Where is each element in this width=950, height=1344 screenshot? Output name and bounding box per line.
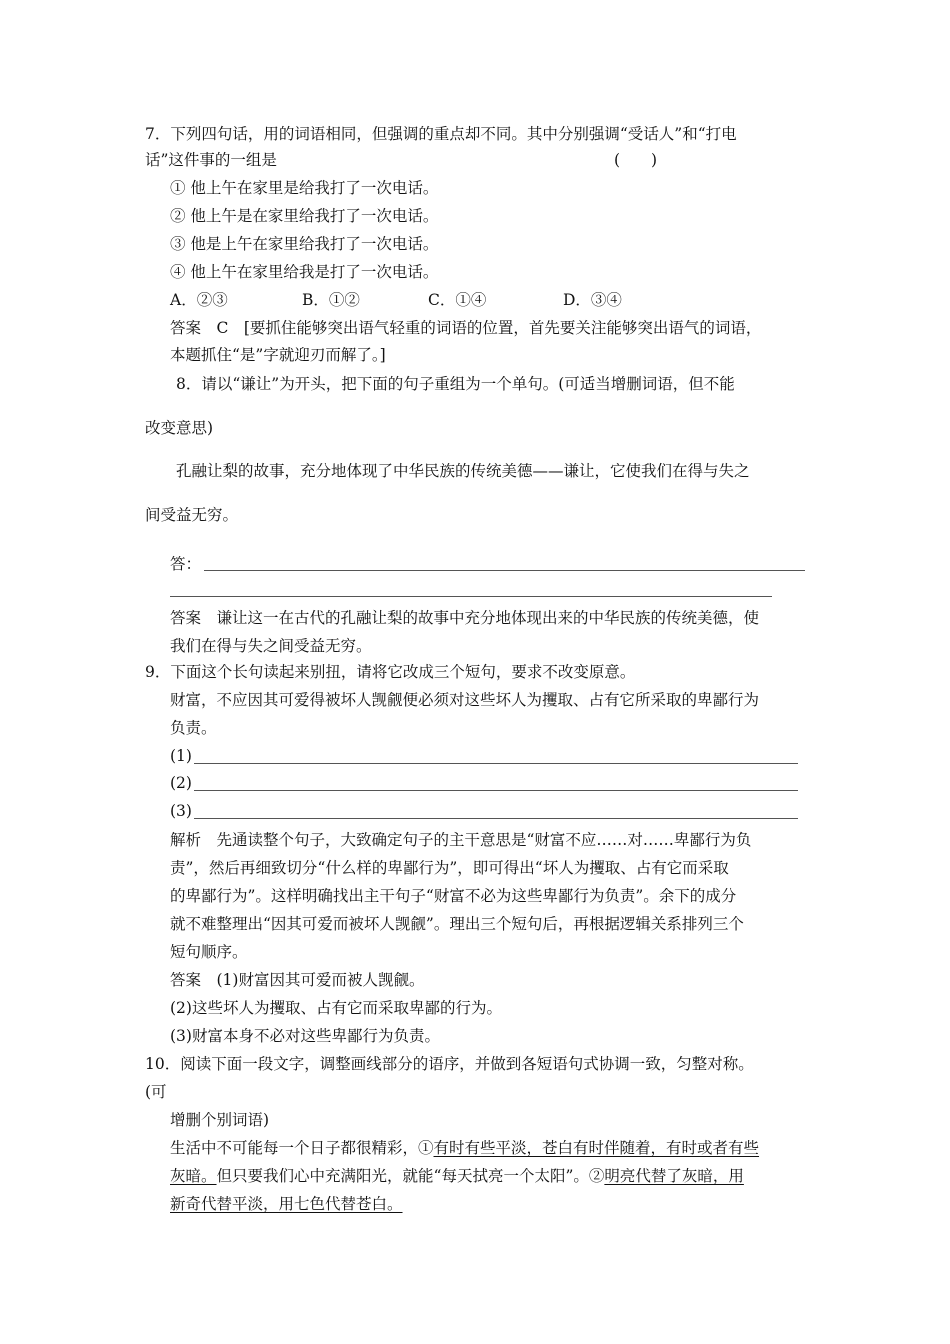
q9-blank-2-line bbox=[194, 790, 798, 791]
q10-passage-text: 但只要我们心中充满阳光，就能“每天拭亮一个太阳”。② bbox=[216, 1167, 605, 1185]
q8-answer-line2: 我们在得与失之间受益无穷。 bbox=[170, 637, 372, 655]
q7-choice-b: B．①② bbox=[302, 291, 360, 309]
q10-stem-line2: (可 bbox=[145, 1083, 167, 1101]
q7-choice-c: C．①④ bbox=[428, 291, 487, 309]
q10-underlined-part-2: 明亮代替了灰暗，用 bbox=[604, 1167, 744, 1185]
q9-answer-line2: (2)这些坏人为攫取、占有它而采取卑鄙的行为。 bbox=[170, 999, 502, 1017]
q7-option-1: ① 他上午在家里是给我打了一次电话。 bbox=[170, 179, 439, 197]
q8-answer-label: 答： bbox=[170, 555, 202, 573]
q10-underlined-part-1: 有时有些平淡，苍白有时伴随着，有时或者有些 bbox=[433, 1139, 760, 1157]
q10-passage-line1 bbox=[170, 1137, 759, 1159]
q10-passage-line3 bbox=[170, 1193, 403, 1215]
q9-blank-1-label: (1) bbox=[170, 747, 192, 765]
q10-passage-line2 bbox=[170, 1165, 744, 1187]
q9-blank-3-label: (3) bbox=[170, 802, 192, 820]
q9-analysis-line1: 解析 先通读整个句子，大致确定句子的主干意思是“财富不应……对……卑鄙行为负 bbox=[170, 831, 752, 849]
q7-option-3: ③ 他是上午在家里给我打了一次电话。 bbox=[170, 235, 439, 253]
q9-blank-2-label: (2) bbox=[170, 774, 192, 792]
q9-sentence-line2: 负责。 bbox=[170, 719, 217, 737]
q7-option-4: ④ 他上午在家里给我是打了一次电话。 bbox=[170, 263, 439, 281]
q7-stem-line1: 7．下列四句话，用的词语相同，但强调的重点却不同。其中分别强调“受话人”和“打电 bbox=[145, 125, 737, 143]
q7-option-2: ② 他上午是在家里给我打了一次电话。 bbox=[170, 207, 439, 225]
q9-sentence-line1: 财富，不应因其可爱得被坏人觊觎便必须对这些坏人为攫取、占有它所采取的卑鄙行为 bbox=[170, 691, 760, 709]
q7-choice-a: A．②③ bbox=[170, 291, 228, 309]
q7-answer-line1: 答案 C [要抓住能够突出语气轻重的词语的位置，首先要关注能够突出语气的词语， bbox=[170, 319, 762, 337]
q10-underlined-part-2-end: 新奇代替平淡，用七色代替苍白。 bbox=[170, 1195, 403, 1213]
q7-choice-d: D．③④ bbox=[563, 291, 622, 309]
q8-stem-line1: 8．请以“谦让”为开头，把下面的句子重组为一个单句。(可适当增删词语，但不能 bbox=[176, 375, 735, 393]
q9-stem-line1: 9．下面这个长句读起来别扭，请将它改成三个短句，要求不改变原意。 bbox=[145, 663, 636, 681]
q8-answer-line1: 答案 谦让这一在古代的孔融让梨的故事中充分地体现出来的中华民族的传统美德，使 bbox=[170, 609, 760, 627]
q9-blank-3-line bbox=[194, 818, 798, 819]
q9-answer-line3: (3)财富本身不必对这些卑鄙行为负责。 bbox=[170, 1027, 440, 1045]
q8-stem-line2: 改变意思) bbox=[145, 419, 214, 437]
q9-analysis-line5: 短句顺序。 bbox=[170, 943, 248, 961]
q10-stem-line3: 增删个别词语) bbox=[170, 1111, 270, 1129]
q10-underlined-part-1-end: 灰暗。 bbox=[170, 1167, 217, 1185]
q8-sentence-line1: 孔融让梨的故事，充分地体现了中华民族的传统美德——谦让，它使我们在得与失之 bbox=[176, 462, 750, 480]
q9-analysis-line3: 的卑鄙行为”。这样明确找出主干句子“财富不必为这些卑鄙行为负责”。余下的成分 bbox=[170, 887, 737, 905]
q8-answer-blank-line2 bbox=[170, 596, 772, 597]
q8-sentence-line2: 间受益无穷。 bbox=[145, 506, 239, 524]
q9-analysis-line4: 就不难整理出“因其可爱而被坏人觊觎”。理出三个短句后，再根据逻辑关系排列三个 bbox=[170, 915, 744, 933]
q7-answer-bracket: ( ) bbox=[614, 151, 658, 169]
q10-stem-line1: 10．阅读下面一段文字，调整画线部分的语序，并做到各短语句式协调一致，匀整对称。 bbox=[145, 1055, 754, 1073]
q7-stem-line2: 话”这件事的一组是 bbox=[145, 151, 277, 169]
q8-answer-blank-line1 bbox=[204, 570, 805, 571]
q9-blank-1-line bbox=[194, 763, 798, 764]
q9-answer-line1: 答案 (1)财富因其可爱而被人觊觎。 bbox=[170, 971, 425, 989]
q10-passage-text: 生活中不可能每一个日子都很精彩，① bbox=[170, 1139, 434, 1157]
q9-analysis-line2: 责”，然后再细致切分“什么样的卑鄙行为”，即可得出“坏人为攫取、占有它而采取 bbox=[170, 859, 729, 877]
q7-answer-line2: 本题抓住“是”字就迎刃而解了。] bbox=[170, 346, 386, 364]
